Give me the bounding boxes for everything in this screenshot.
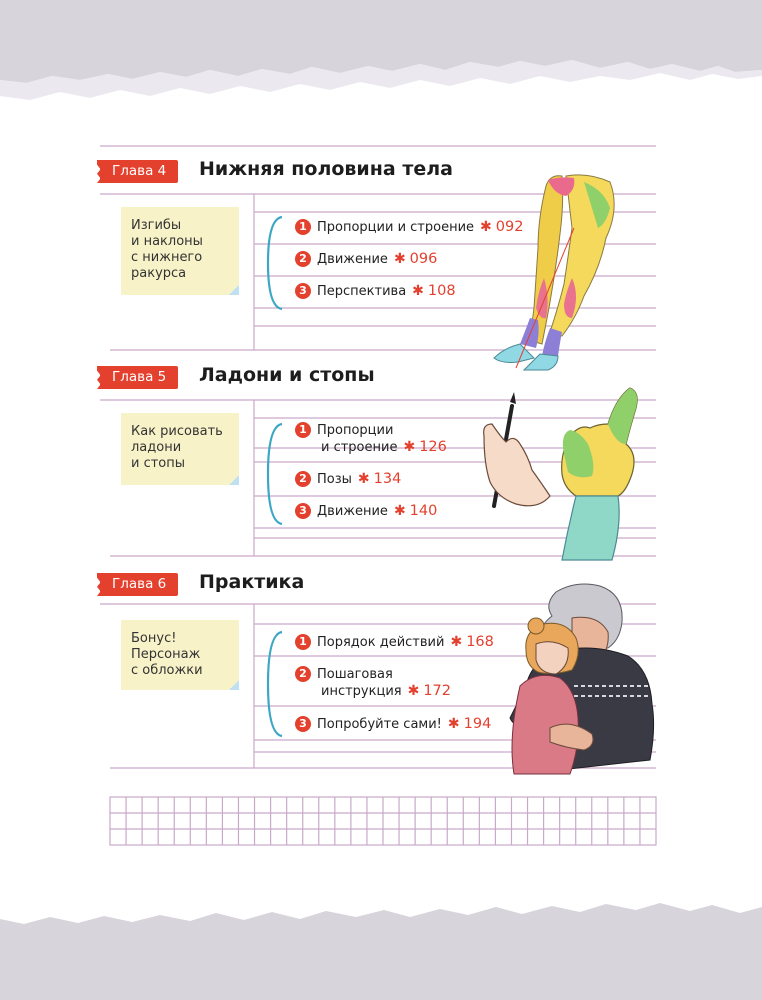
- toc-entry[interactable]: [295, 503, 437, 519]
- entry-title: Движение: [317, 503, 388, 519]
- star-icon: ✱: [393, 503, 406, 519]
- toc-entry[interactable]: [295, 666, 451, 700]
- number-badge: 1: [295, 422, 311, 438]
- page-number: 194: [463, 716, 492, 732]
- number-badge: 3: [295, 503, 311, 519]
- star-icon: ✱: [393, 251, 406, 267]
- page-number: 172: [423, 683, 452, 699]
- star-icon: ✱: [403, 439, 416, 455]
- toc-entry[interactable]: [295, 251, 437, 267]
- number-badge: 1: [295, 634, 311, 650]
- note-line: Бонус!: [131, 631, 177, 646]
- chapter-title: Ладони и стопы: [199, 364, 375, 386]
- page-number: 096: [409, 251, 438, 267]
- star-icon: ✱: [412, 283, 424, 299]
- sticky-note: [121, 620, 239, 690]
- sticky-note: [121, 207, 239, 295]
- note-line: Персонаж: [131, 647, 201, 662]
- number-badge: 2: [295, 471, 311, 487]
- entry-title: Перспектива: [317, 283, 407, 299]
- hands-illustration: [480, 384, 650, 564]
- note-line: Как рисовать: [131, 424, 223, 439]
- toc-entry[interactable]: [295, 716, 491, 732]
- entry-title: Попробуйте сами!: [317, 716, 442, 732]
- legs-illustration: [488, 168, 628, 372]
- number-badge: 2: [295, 251, 311, 267]
- page-number: 092: [495, 219, 524, 235]
- toc-entry[interactable]: [295, 422, 447, 456]
- number-badge: 3: [295, 716, 311, 732]
- note-line: ладони: [131, 440, 182, 455]
- page-number: 108: [427, 283, 456, 299]
- number-badge: 3: [295, 283, 311, 299]
- entry-title-line2: [317, 439, 447, 456]
- note-line: с обложки: [131, 663, 203, 678]
- toc-entry[interactable]: [295, 283, 456, 299]
- bracket-icon: [262, 630, 286, 738]
- note-line: и наклоны: [131, 234, 203, 249]
- chapter-tag: Глава 5: [100, 366, 178, 389]
- entry-title: [317, 422, 447, 456]
- entry-title-line2: [317, 683, 451, 700]
- chapter-title: Практика: [199, 571, 305, 593]
- entry-title-line2-text: и строение: [321, 440, 398, 455]
- entry-title: Пропорции и строение: [317, 219, 475, 235]
- bracket-icon: [262, 422, 286, 526]
- star-icon: ✱: [450, 634, 463, 650]
- note-line: с нижнего: [131, 250, 203, 265]
- entry-title-line1: Пошаговая: [317, 667, 393, 682]
- entry-title: [317, 666, 451, 700]
- chapter-title: Нижняя половина тела: [199, 158, 453, 180]
- couple-illustration: [500, 578, 660, 776]
- number-badge: 2: [295, 666, 311, 682]
- entry-title: Порядок действий: [317, 634, 445, 650]
- page-number: 126: [419, 439, 447, 455]
- bracket-icon: [262, 215, 286, 311]
- entry-title-line1: Пропорции: [317, 423, 394, 438]
- page-number: 140: [409, 503, 438, 519]
- number-badge: 1: [295, 219, 311, 235]
- toc-entry[interactable]: [295, 471, 401, 487]
- chapter-tag: Глава 4: [100, 160, 178, 183]
- entry-title: Движение: [317, 251, 388, 267]
- note-line: ракурса: [131, 266, 187, 281]
- page-number: 168: [466, 634, 494, 650]
- note-line: и стопы: [131, 456, 186, 471]
- page-number: 134: [373, 471, 402, 487]
- toc-entry[interactable]: [295, 634, 494, 650]
- sticky-note: [121, 413, 239, 485]
- entry-title-line2-text: инструкция: [321, 684, 402, 699]
- star-icon: ✱: [407, 683, 420, 699]
- chapter-tag: Глава 6: [100, 573, 178, 596]
- star-icon: ✱: [357, 471, 370, 487]
- star-icon: ✱: [480, 219, 492, 235]
- star-icon: ✱: [447, 716, 460, 732]
- entry-title: Позы: [317, 471, 352, 487]
- note-line: Изгибы: [131, 218, 182, 233]
